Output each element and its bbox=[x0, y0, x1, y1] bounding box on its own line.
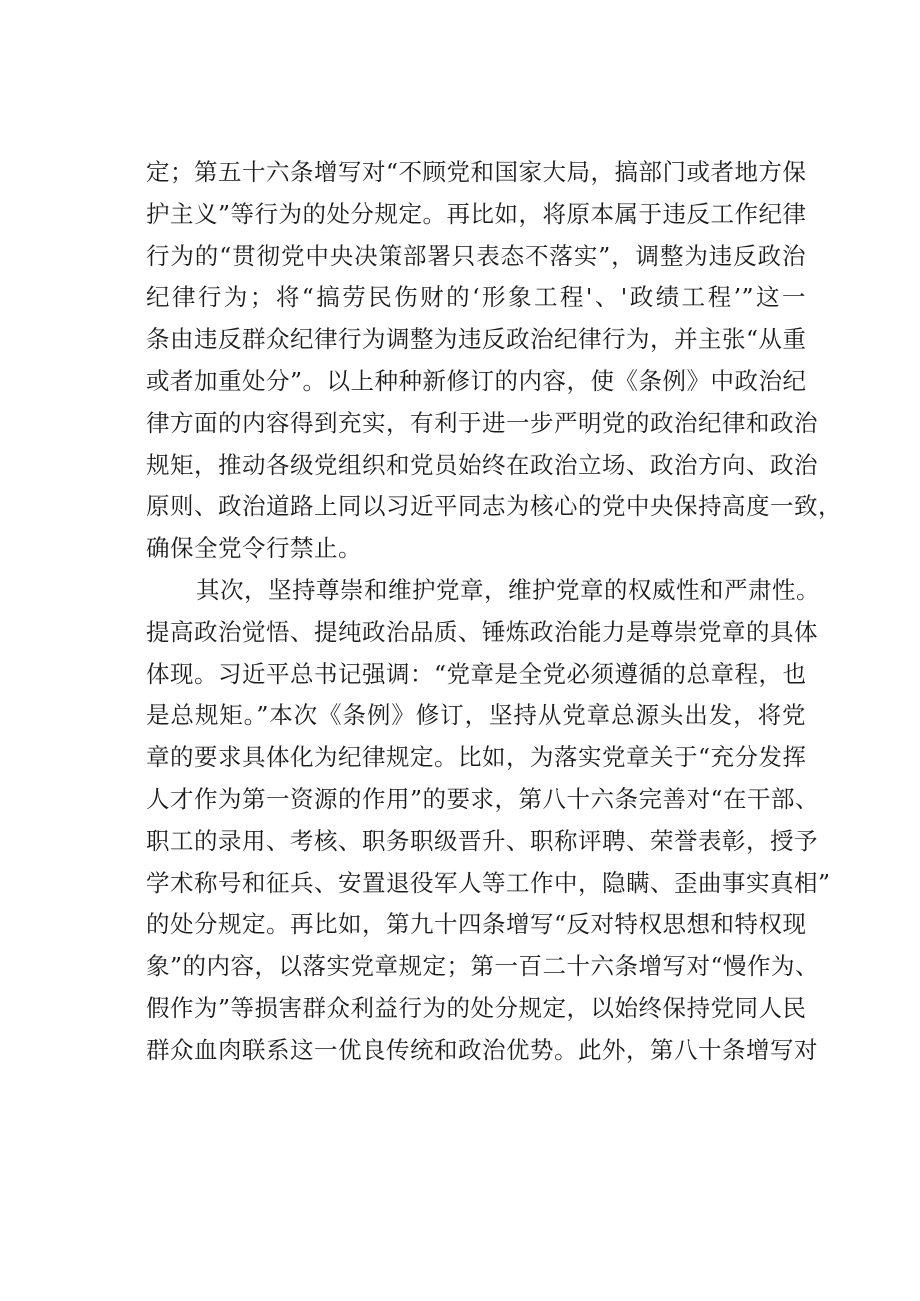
paragraph-start-line: 其次，坚持尊崇和维护党章，维护党章的权威性和严肃性。 bbox=[196, 575, 820, 604]
text-line: 体现。习近平总书记强调：“党章是全党必须遵循的总章程，也 bbox=[146, 659, 807, 688]
text-line: 行为的“贯彻党中央决策部署只表态不落实”，调整为违反政治 bbox=[146, 241, 806, 270]
text-line: 规矩，推动各级党组织和党员始终在政治立场、政治方向、政治 bbox=[146, 450, 818, 479]
text-line: 的处分规定。再比如，第九十四条增写“反对特权思想和特权现 bbox=[146, 910, 807, 939]
text-line: 职工的录用、考核、职务职级晋升、职称评聘、荣誉表彰，授予 bbox=[146, 826, 818, 855]
text-line: 群众血肉联系这一优良传统和政治优势。此外，第八十条增写对 bbox=[146, 1035, 818, 1064]
text-line: 条由违反群众纪律行为调整为违反政治纪律行为，并主张“从重 bbox=[146, 325, 807, 354]
text-line: 人才作为第一资源的作用”的要求，第八十六条完善对“在干部、 bbox=[146, 784, 820, 813]
text-line: 是总规矩。”本次《条例》修订，坚持从党章总源头出发，将党 bbox=[146, 701, 806, 730]
body-text bbox=[146, 152, 842, 1072]
paragraph-end-line: 确保全党令行禁止。 bbox=[146, 534, 362, 563]
text-line: 假作为”等损害群众利益行为的处分规定，以始终保持党同人民 bbox=[146, 993, 807, 1022]
text-line: 提高政治觉悟、提纯政治品质、锤炼政治能力是尊崇党章的具体 bbox=[146, 617, 818, 646]
text-line: 纪律行为；将“搞劳民伤财的‘形象工程'、'政绩工程’”这一 bbox=[146, 283, 806, 312]
text-line: 学术称号和征兵、安置退役军人等工作中，隐瞒、歪曲事实真相” bbox=[146, 868, 831, 897]
text-line: 护主义”等行为的处分规定。再比如，将原本属于违反工作纪律 bbox=[146, 199, 807, 228]
text-line: 律方面的内容得到充实，有利于进一步严明党的政治纪律和政治 bbox=[146, 408, 818, 437]
text-line: 或者加重处分”。以上种种新修订的内容，使《条例》中政治纪 bbox=[146, 366, 807, 395]
text-line: 定；第五十六条增写对“不顾党和国家大局，搞部门或者地方保 bbox=[146, 158, 807, 186]
text-line: 象”的内容，以落实党章规定；第一百二十六条增写对“慢作为、 bbox=[146, 952, 820, 981]
text-line: 章的要求具体化为纪律规定。比如，为落实党章关于“充分发挥 bbox=[146, 743, 807, 772]
text-line: 原则、政治道路上同以习近平同志为核心的党中央保持高度一致， bbox=[146, 492, 842, 521]
